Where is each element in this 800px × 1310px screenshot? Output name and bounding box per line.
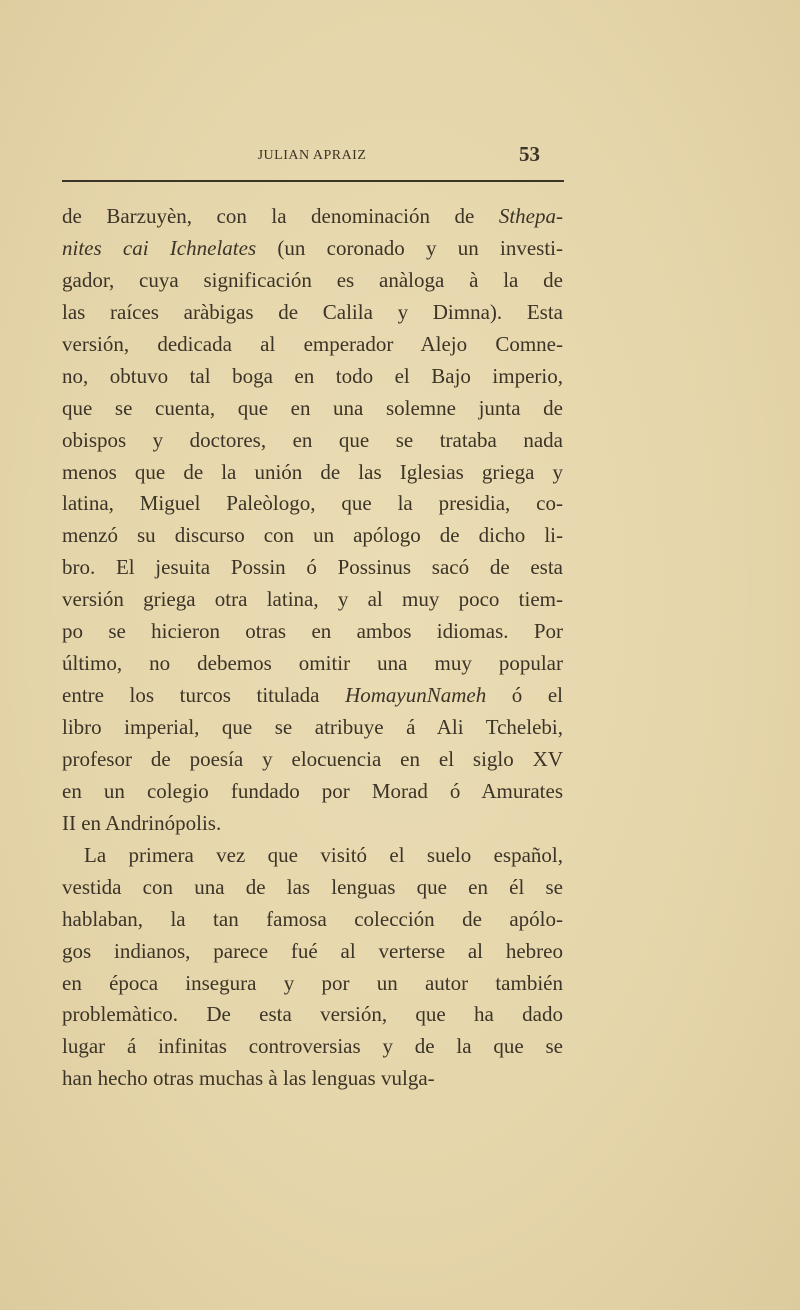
text-segment: entre los turcos titulada xyxy=(62,683,346,708)
text-segment: en época insegura y por un autor también xyxy=(62,970,563,995)
text-line xyxy=(62,1031,563,1063)
text-segment: bro. El jesuita Possin ó Possinus sacó de esta xyxy=(62,555,563,580)
running-title: JULIAN APRAIZ xyxy=(257,148,367,163)
text-line xyxy=(62,457,563,489)
text-line xyxy=(62,1063,563,1095)
text-segment: profesor de poesía y elocuencia en el siglo XV xyxy=(62,746,563,771)
text-line xyxy=(62,968,563,1000)
text-segment: vestida con una de las lenguas que en él se xyxy=(62,874,563,899)
text-segment: de Barzuyèn, con la denominación de xyxy=(62,204,499,228)
page-number: 53 xyxy=(519,142,540,166)
text-line xyxy=(62,488,563,520)
text-line xyxy=(62,776,563,808)
text-line xyxy=(62,680,563,712)
text-line xyxy=(62,872,563,904)
text-segment: gador, cuya significación es anàloga à la de xyxy=(62,267,563,292)
text-line xyxy=(62,648,563,680)
text-segment: no, obtuvo tal boga en todo el Bajo imperio, xyxy=(62,363,563,388)
italic-title-text: Sthepa- xyxy=(498,204,563,228)
text-segment: lugar á infinitas controversias y de la que se xyxy=(62,1034,563,1059)
text-segment: versión griega otra latina, y al muy poco tiem- xyxy=(62,587,563,612)
text-line xyxy=(62,201,563,233)
text-segment: último, no debemos omitir una muy popular xyxy=(62,651,563,676)
text-segment: La primera vez que visitó el suelo español, xyxy=(84,842,563,867)
text-line xyxy=(62,329,563,361)
italic-title-text: nites cai Ichnelates xyxy=(62,235,257,260)
text-segment: problemàtico. De esta versión, que ha dado xyxy=(62,1002,563,1027)
italic-title-text: HomayunNameh xyxy=(345,683,487,708)
text-segment: que se cuenta, que en una solemne junta de xyxy=(62,395,563,420)
paragraph xyxy=(62,201,563,840)
text-line xyxy=(62,936,563,968)
text-line xyxy=(62,712,563,744)
text-segment: menos que de la unión de las Iglesias griega y xyxy=(62,459,563,484)
running-header xyxy=(62,142,562,170)
text-segment: latina, Miguel Paleòlogo, que la presidia, co- xyxy=(62,491,563,516)
text-segment: po se hicieron otras en ambos idiomas. Por xyxy=(62,619,563,644)
text-line xyxy=(62,393,563,425)
text-line xyxy=(62,425,563,457)
text-segment: (un coronado y un investi- xyxy=(256,235,563,260)
text-line xyxy=(62,744,563,776)
text-segment: en un colegio fundado por Morad ó Amurates xyxy=(62,778,563,803)
text-line xyxy=(62,999,563,1031)
text-segment: ó el xyxy=(486,683,564,708)
text-line xyxy=(62,361,563,393)
text-line xyxy=(62,904,563,936)
text-line xyxy=(62,840,563,872)
text-line xyxy=(62,520,563,552)
paragraph xyxy=(62,840,563,1096)
text-segment: II en Andrinópolis. xyxy=(62,810,222,835)
text-segment: hablaban, la tan famosa colección de apólo- xyxy=(62,906,563,931)
text-segment: obispos y doctores, en que se trataba nada xyxy=(62,427,563,452)
text-segment: han hecho otras muchas à las lenguas vulga- xyxy=(62,1066,435,1091)
header-rule xyxy=(62,180,564,182)
text-line xyxy=(62,233,563,265)
text-segment: menzó su discurso con un apólogo de dicho li- xyxy=(62,523,563,548)
body-text xyxy=(62,201,563,1095)
text-line xyxy=(62,552,563,584)
text-line xyxy=(62,584,563,616)
text-segment: las raíces aràbigas de Calila y Dimna). Esta xyxy=(62,299,563,324)
text-line xyxy=(62,808,563,840)
text-line xyxy=(62,265,563,297)
text-segment: versión, dedicada al emperador Alejo Comne- xyxy=(62,331,563,356)
text-segment: gos indianos, parece fué al verterse al hebreo xyxy=(62,938,563,963)
text-line xyxy=(62,297,563,329)
text-segment: libro imperial, que se atribuye á Ali Tchelebi, xyxy=(62,715,563,739)
text-line xyxy=(62,616,563,648)
